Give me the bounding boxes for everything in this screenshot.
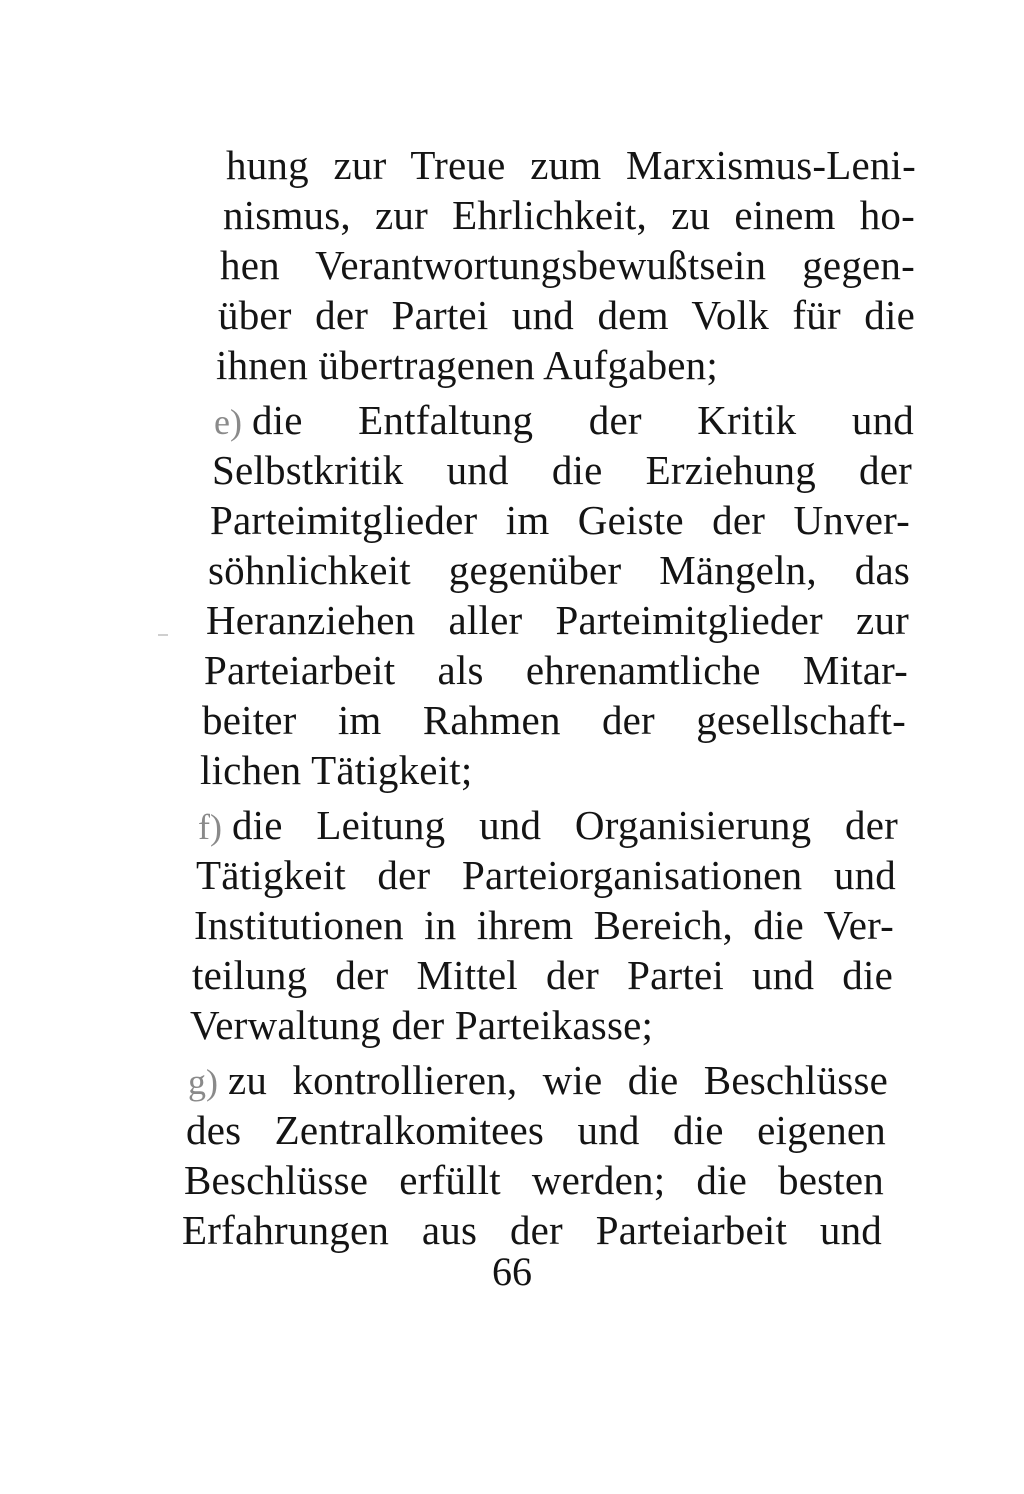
list-item-f: f) die Leitung und Organisierung der — [198, 802, 898, 848]
text-line: teilung der Mittel der Partei und die — [192, 952, 893, 998]
margin-mark — [158, 634, 168, 636]
text-line: nismus, zur Ehrlichkeit, zu einem ho- — [223, 192, 915, 238]
list-marker-e: e) — [214, 402, 242, 442]
text-line: Parteimitglieder im Geiste der Unver- — [210, 497, 910, 543]
body-text — [178, 140, 928, 1253]
text-line: hung zur Treue zum Marxismus-Leni- — [226, 142, 916, 188]
page-number: 66 — [492, 1249, 532, 1294]
list-item-e: e) die Entfaltung der Kritik und — [214, 397, 914, 443]
text-line: ihnen übertragenen Aufgaben; — [216, 342, 718, 388]
text-line: Parteiarbeit als ehrenamtliche Mitar- — [204, 647, 908, 693]
list-marker-g: g) — [188, 1062, 218, 1102]
text-line: beiter im Rahmen der gesellschaft- — [202, 697, 906, 743]
text-line: hen Verantwortungsbewußtsein gegen- — [220, 242, 915, 288]
text-line: Verwaltung der Parteikasse; — [190, 1002, 654, 1048]
text-line: Heranziehen aller Parteimitglieder zur — [206, 597, 909, 643]
text-line: Erfahrungen aus der Parteiarbeit und — [182, 1207, 882, 1253]
list-item-g: g) zu kontrollieren, wie die Beschlüsse — [188, 1057, 888, 1103]
text-line: Selbstkritik und die Erziehung der — [212, 447, 912, 493]
text-line: des Zentralkomitees und die eigenen — [186, 1107, 886, 1153]
text-line: Institutionen in ihrem Bereich, die Ver- — [194, 902, 894, 948]
list-marker-f: f) — [198, 807, 222, 847]
text-line: über der Partei und dem Volk für die — [218, 292, 915, 338]
text-line: Tätigkeit der Parteiorganisationen und — [196, 852, 896, 898]
text-line: Beschlüsse erfüllt werden; die besten — [184, 1157, 884, 1203]
text-line: söhnlichkeit gegenüber Mängeln, das — [208, 547, 910, 593]
text-line: lichen Tätigkeit; — [200, 747, 473, 793]
